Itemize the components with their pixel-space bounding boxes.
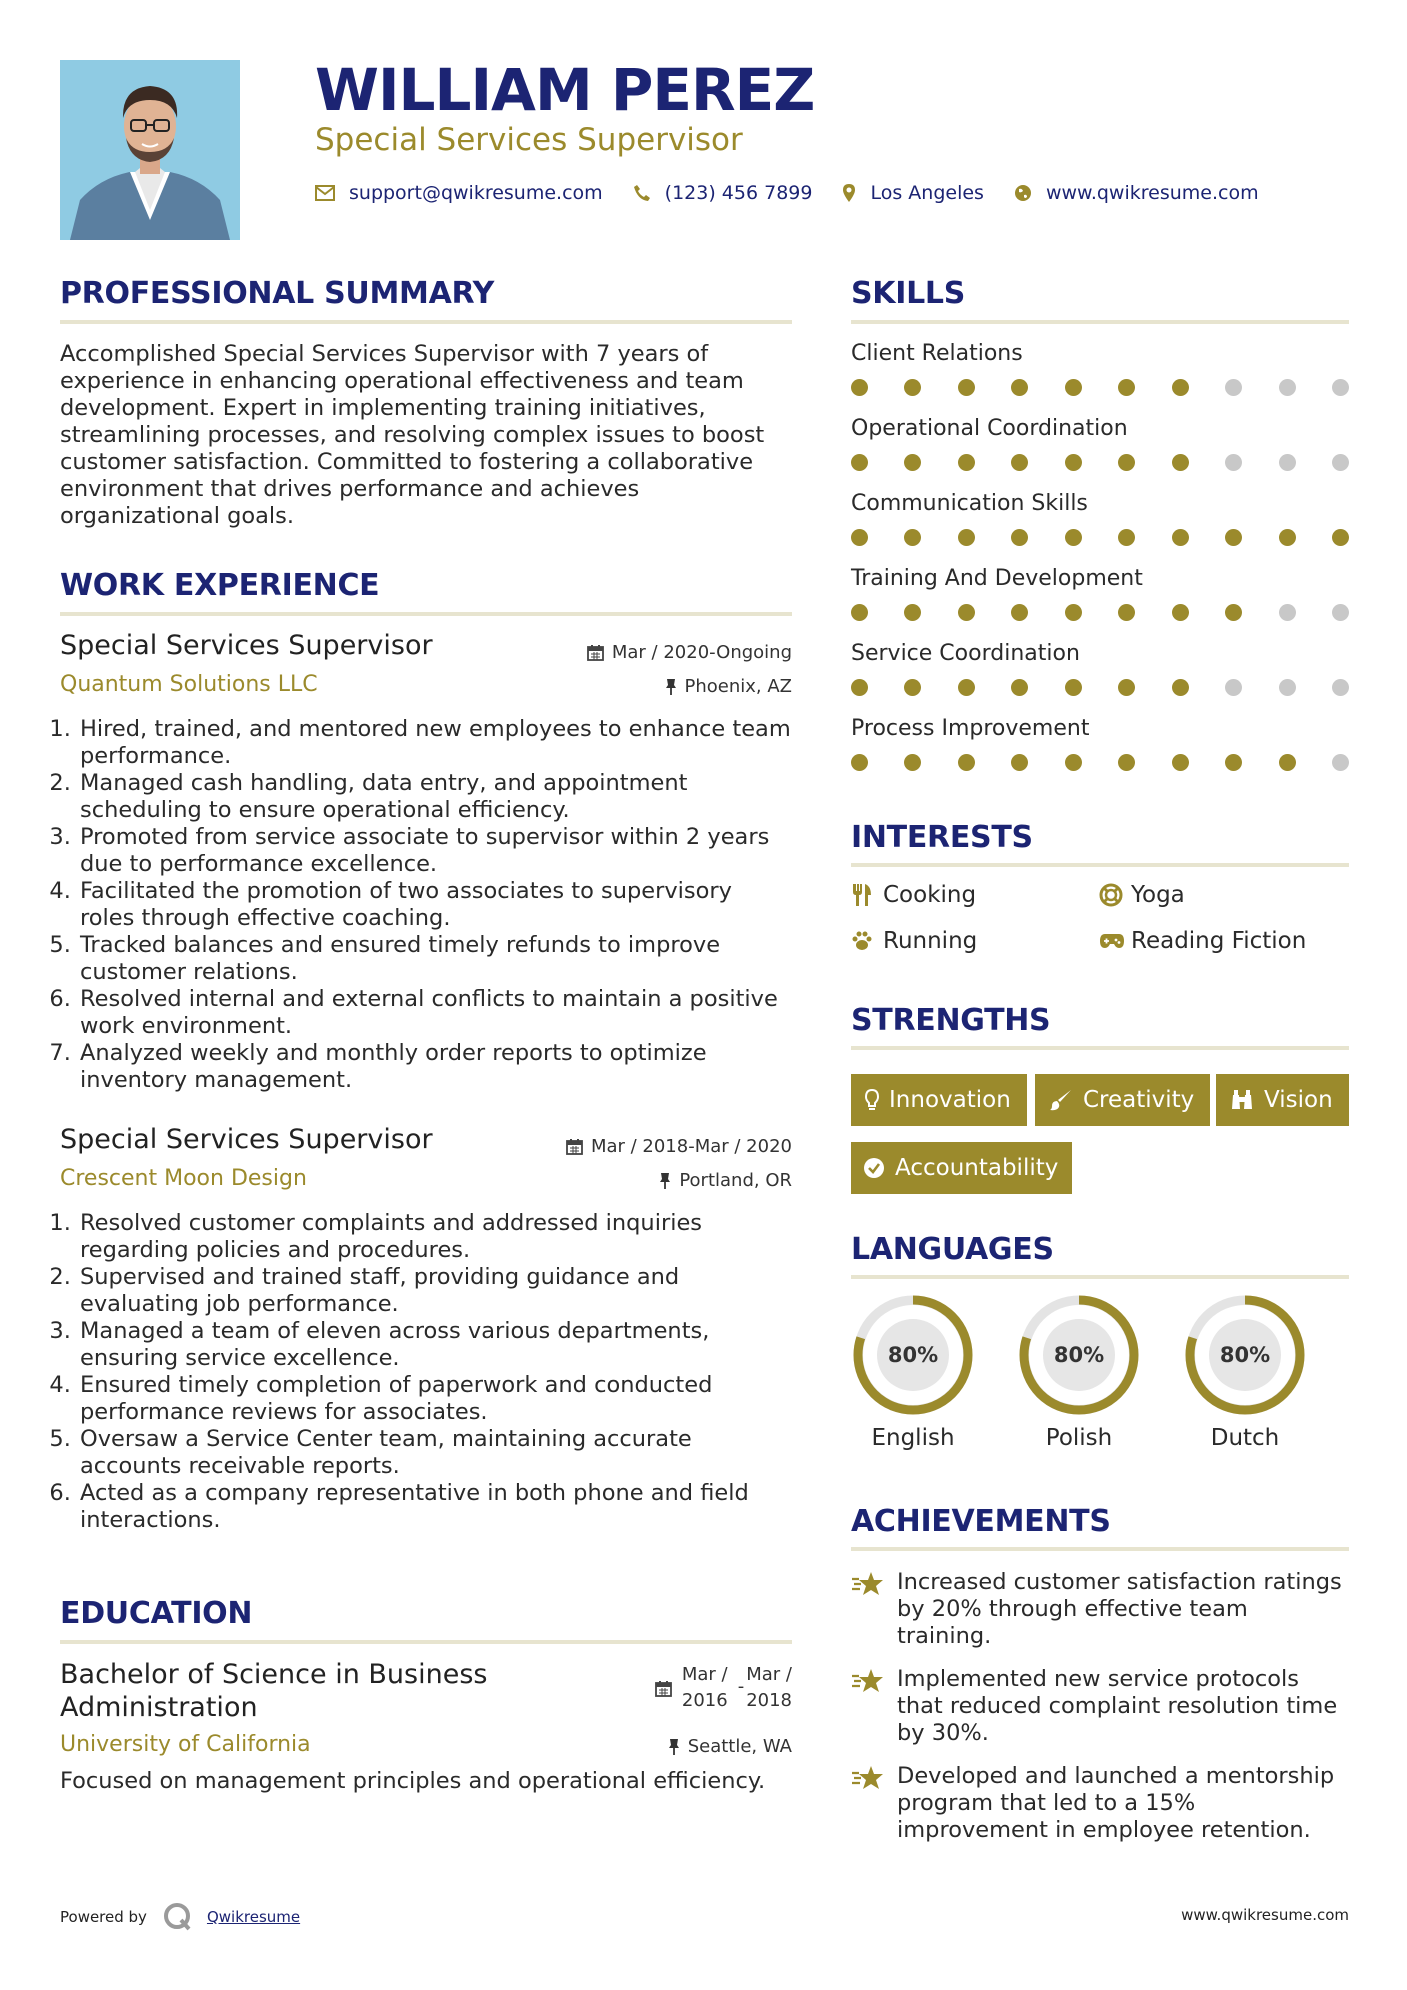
- rating-dot-filled: [851, 604, 868, 621]
- rating-dot-filled: [904, 679, 921, 696]
- skill-name: Client Relations: [851, 341, 1023, 366]
- rating-dot-empty: [1332, 754, 1349, 771]
- check-circle-icon: [863, 1157, 885, 1179]
- job-dates-text: Mar / 2020-Ongoing: [611, 642, 792, 663]
- envelope-icon: [315, 185, 335, 201]
- achievement-item: [851, 1666, 1349, 1747]
- interest-item: [851, 882, 976, 908]
- list-item: 4. Facilitated the promotion of two associates to supervisory roles through effective coaching.: [78, 878, 792, 932]
- rating-dot-filled: [1065, 754, 1082, 771]
- strength-label: Accountability: [895, 1155, 1059, 1181]
- skill-rating: [851, 679, 1349, 696]
- star-icon: [851, 1765, 887, 1798]
- job-dates: [587, 642, 792, 663]
- achievements-heading: ACHIEVEMENTS: [851, 1504, 1111, 1539]
- rating-dot-empty: [1279, 379, 1296, 396]
- list-item: 6. Acted as a company representative in both phone and field interactions.: [78, 1480, 792, 1534]
- education-location: [668, 1736, 792, 1757]
- skills-list: [851, 341, 1349, 791]
- pushpin-icon: [668, 1738, 680, 1755]
- achievement-text: Developed and launched a mentorship program that led to a 15% improvement in employee retention.: [897, 1763, 1335, 1843]
- rating-dot-empty: [1332, 604, 1349, 621]
- pushpin-icon: [665, 678, 677, 695]
- rating-dot-filled: [1172, 604, 1189, 621]
- skill-name: Training And Development: [851, 566, 1143, 591]
- edu-start-year: 2016: [681, 1690, 728, 1711]
- rating-dot-filled: [1332, 529, 1349, 546]
- skill-rating: [851, 454, 1349, 471]
- list-item: 2. Managed cash handling, data entry, and appointment scheduling to ensure operational efficiency.: [78, 770, 792, 824]
- star-icon: [851, 1571, 887, 1604]
- achievement-text: Implemented new service protocols that reduced complaint resolution time by 30%.: [897, 1666, 1338, 1746]
- strength-tag: [1035, 1074, 1210, 1126]
- rating-dot-empty: [1225, 454, 1242, 471]
- rating-dot-filled: [1279, 529, 1296, 546]
- education-rule: [60, 1640, 792, 1644]
- rating-dot-filled: [1118, 454, 1135, 471]
- footer-website[interactable]: www.qwikresume.com: [1181, 1906, 1349, 1924]
- achievement-item: [851, 1763, 1349, 1844]
- rating-dot-filled: [1172, 454, 1189, 471]
- job-title: Special Services Supervisor: [60, 630, 433, 661]
- language-percent: 80%: [1219, 1343, 1271, 1367]
- job-location-text: Portland, OR: [679, 1170, 792, 1191]
- language-percent: 80%: [887, 1343, 939, 1367]
- summary-rule: [60, 320, 792, 324]
- interest-item: [1099, 882, 1185, 908]
- rating-dot-filled: [1118, 379, 1135, 396]
- rating-dot-filled: [851, 454, 868, 471]
- rating-dot-filled: [904, 454, 921, 471]
- job-company: Quantum Solutions LLC: [60, 672, 318, 697]
- candidate-title: Special Services Supervisor: [315, 122, 743, 158]
- rating-dot-filled: [851, 379, 868, 396]
- skill-rating: [851, 754, 1349, 771]
- rating-dot-filled: [1011, 754, 1028, 771]
- language-name: Polish: [1045, 1425, 1113, 1451]
- skill-rating: [851, 529, 1349, 546]
- skills-heading: SKILLS: [851, 276, 966, 311]
- rating-dot-filled: [1065, 454, 1082, 471]
- interest-label: Running: [883, 928, 978, 954]
- language-gauge: [851, 1293, 975, 1417]
- interests-list: [851, 882, 1349, 962]
- strength-tag: [851, 1142, 1072, 1194]
- lightbulb-icon: [865, 1089, 879, 1111]
- rating-dot-filled: [904, 604, 921, 621]
- education-description: Focused on management principles and operational efficiency.: [60, 1768, 766, 1794]
- list-item: 1. Resolved customer complaints and addressed inquiries regarding policies and procedures.: [78, 1210, 792, 1264]
- profile-photo: [60, 60, 240, 240]
- rating-dot-filled: [1011, 604, 1028, 621]
- rating-dot-filled: [958, 604, 975, 621]
- strength-label: Innovation: [889, 1087, 1011, 1113]
- skill-item: [851, 416, 1349, 491]
- list-item: 5. Oversaw a Service Center team, maintaining accurate accounts receivable reports.: [78, 1426, 792, 1480]
- edu-end-year: 2018: [746, 1690, 792, 1711]
- language-percent: 80%: [1053, 1343, 1105, 1367]
- contact-website[interactable]: www.qwikresume.com: [1045, 182, 1259, 204]
- skill-item: [851, 566, 1349, 641]
- calendar-icon: [566, 1138, 583, 1155]
- strength-label: Creativity: [1083, 1087, 1195, 1113]
- interest-label: Cooking: [883, 882, 977, 908]
- interest-label: Yoga: [1131, 882, 1185, 908]
- school-name: University of California: [60, 1732, 311, 1757]
- rating-dot-filled: [1118, 754, 1135, 771]
- education-location-text: Seattle, WA: [687, 1736, 792, 1757]
- list-item: 3. Promoted from service associate to supervisor within 2 years due to performance excellence.: [78, 824, 792, 878]
- contact-phone[interactable]: (123) 456 7899: [664, 182, 813, 204]
- rating-dot-filled: [1118, 604, 1135, 621]
- summary-text: Accomplished Special Services Supervisor with 7 years of experience in enhancing operational effectiveness and team development. Expert in implementing training initiatives, streamlining processes, and resolving complex issues to boost customer satisfaction. Committed to fostering a collaborative environment that drives performance and achieves organizational goals.: [60, 341, 765, 529]
- rating-dot-filled: [904, 379, 921, 396]
- lifebuoy-icon: [1099, 883, 1125, 907]
- binoculars-icon: [1230, 1089, 1254, 1111]
- rating-dot-empty: [1279, 679, 1296, 696]
- language-name: Dutch: [1210, 1425, 1280, 1451]
- interest-item: [851, 928, 977, 954]
- rating-dot-empty: [1332, 379, 1349, 396]
- interests-rule: [851, 863, 1349, 867]
- rating-dot-filled: [958, 754, 975, 771]
- rating-dot-empty: [1225, 379, 1242, 396]
- list-item: 4. Ensured timely completion of paperwork and conducted performance reviews for associates.: [78, 1372, 792, 1426]
- language-gauge: [1183, 1293, 1307, 1417]
- rating-dot-empty: [1279, 454, 1296, 471]
- footer-powered-by: [60, 1902, 300, 1932]
- phone-icon: [633, 184, 651, 202]
- achievements-list: [851, 1569, 1349, 1844]
- rating-dot-filled: [1065, 604, 1082, 621]
- skill-item: [851, 491, 1349, 566]
- interests-heading: INTERESTS: [851, 820, 1033, 855]
- list-item: 3. Managed a team of eleven across various departments, ensuring service excellence.: [78, 1318, 792, 1372]
- rating-dot-filled: [1225, 604, 1242, 621]
- rating-dot-filled: [1011, 454, 1028, 471]
- contact-bar: [315, 178, 1289, 208]
- list-item: 1. Hired, trained, and mentored new employees to enhance team performance.: [78, 716, 792, 770]
- utensils-icon: [851, 883, 877, 907]
- rating-dot-filled: [958, 529, 975, 546]
- education-heading: EDUCATION: [60, 1596, 253, 1631]
- edu-date-dash: -: [737, 1675, 745, 1697]
- job-title: Special Services Supervisor: [60, 1124, 433, 1155]
- gamepad-icon: [1099, 932, 1125, 950]
- skill-name: Process Improvement: [851, 716, 1090, 741]
- list-item: 7. Analyzed weekly and monthly order reports to optimize inventory management.: [78, 1040, 792, 1094]
- contact-location: Los Angeles: [870, 182, 984, 204]
- strength-tag: [1216, 1074, 1349, 1126]
- rating-dot-filled: [1118, 679, 1135, 696]
- achievement-text: Increased customer satisfaction ratings by 20% through effective team training.: [897, 1569, 1342, 1649]
- language-gauge: [1017, 1293, 1141, 1417]
- rating-dot-filled: [958, 679, 975, 696]
- achievements-rule: [851, 1547, 1349, 1551]
- skill-name: Service Coordination: [851, 641, 1080, 666]
- skill-item: [851, 341, 1349, 416]
- job-location: [659, 1170, 792, 1191]
- interest-item: [1099, 928, 1306, 954]
- rating-dot-empty: [1332, 454, 1349, 471]
- rating-dot-filled: [1065, 529, 1082, 546]
- paw-icon: [851, 930, 877, 952]
- language-item: [851, 1293, 975, 1451]
- job-entry: [60, 630, 792, 1094]
- candidate-name: WILLIAM PEREZ: [315, 56, 815, 124]
- rating-dot-filled: [851, 529, 868, 546]
- interest-label: Reading Fiction: [1131, 928, 1307, 954]
- languages-list: [851, 1293, 1349, 1463]
- strengths-rule: [851, 1046, 1349, 1050]
- degree-title: Bachelor of Science in Business Administration: [60, 1659, 488, 1723]
- rating-dot-empty: [1279, 604, 1296, 621]
- language-item: [1183, 1293, 1307, 1451]
- rating-dot-filled: [1172, 529, 1189, 546]
- globe-icon: [1014, 184, 1032, 202]
- strength-label: Vision: [1264, 1087, 1333, 1113]
- skills-rule: [851, 320, 1349, 324]
- skill-rating: [851, 604, 1349, 621]
- job-location: [665, 676, 793, 697]
- calendar-icon: [587, 644, 604, 661]
- rating-dot-filled: [1172, 379, 1189, 396]
- achievement-item: [851, 1569, 1349, 1650]
- rating-dot-filled: [851, 754, 868, 771]
- strength-tag: [851, 1074, 1027, 1126]
- skill-rating: [851, 379, 1349, 396]
- rating-dot-filled: [1011, 679, 1028, 696]
- list-item: 5. Tracked balances and ensured timely refunds to improve customer relations.: [78, 932, 792, 986]
- rating-dot-filled: [958, 454, 975, 471]
- list-item: 6. Resolved internal and external conflicts to maintain a positive work environment.: [78, 986, 792, 1040]
- experience-heading: WORK EXPERIENCE: [60, 568, 380, 603]
- paintbrush-icon: [1049, 1089, 1073, 1111]
- rating-dot-filled: [1172, 679, 1189, 696]
- rating-dot-filled: [958, 379, 975, 396]
- rating-dot-filled: [1225, 529, 1242, 546]
- list-item: 2. Supervised and trained staff, providing guidance and evaluating job performance.: [78, 1264, 792, 1318]
- map-pin-icon: [842, 183, 856, 203]
- rating-dot-filled: [1225, 754, 1242, 771]
- skill-item: [851, 716, 1349, 791]
- rating-dot-filled: [1118, 529, 1135, 546]
- contact-email[interactable]: support@qwikresume.com: [349, 182, 603, 204]
- rating-dot-filled: [1011, 529, 1028, 546]
- brand-link[interactable]: Qwikresume: [206, 1908, 301, 1926]
- language-name: English: [871, 1425, 955, 1451]
- strengths-heading: STRENGTHS: [851, 1003, 1051, 1038]
- rating-dot-filled: [904, 754, 921, 771]
- rating-dot-empty: [1225, 679, 1242, 696]
- rating-dot-filled: [1065, 379, 1082, 396]
- education-dates: [655, 1662, 792, 1714]
- languages-rule: [851, 1275, 1349, 1279]
- rating-dot-filled: [1172, 754, 1189, 771]
- job-company: Crescent Moon Design: [60, 1166, 307, 1191]
- rating-dot-filled: [851, 679, 868, 696]
- skill-name: Operational Coordination: [851, 416, 1128, 441]
- education-entry: [60, 1658, 792, 1808]
- job-bullets: [60, 1210, 792, 1534]
- rating-dot-filled: [1279, 754, 1296, 771]
- job-dates: [566, 1136, 792, 1157]
- language-item: [1017, 1293, 1141, 1451]
- star-icon: [851, 1668, 887, 1701]
- rating-dot-filled: [1065, 679, 1082, 696]
- job-entry: [60, 1124, 792, 1534]
- qwikresume-logo-icon: [163, 1902, 193, 1932]
- experience-rule: [60, 612, 792, 616]
- skill-item: [851, 641, 1349, 716]
- calendar-icon: [655, 1680, 672, 1697]
- skill-name: Communication Skills: [851, 491, 1088, 516]
- job-location-text: Phoenix, AZ: [684, 676, 792, 697]
- languages-heading: LANGUAGES: [851, 1232, 1054, 1267]
- rating-dot-filled: [904, 529, 921, 546]
- pushpin-icon: [659, 1172, 671, 1189]
- job-bullets: [60, 716, 792, 1094]
- summary-heading: PROFESSIONAL SUMMARY: [60, 276, 495, 311]
- powered-by-text: Powered by: [60, 1908, 147, 1926]
- rating-dot-filled: [1011, 379, 1028, 396]
- job-dates-text: Mar / 2018-Mar / 2020: [590, 1136, 792, 1157]
- rating-dot-empty: [1332, 679, 1349, 696]
- edu-end-month: Mar /: [746, 1664, 792, 1685]
- edu-start-month: Mar /: [681, 1664, 728, 1685]
